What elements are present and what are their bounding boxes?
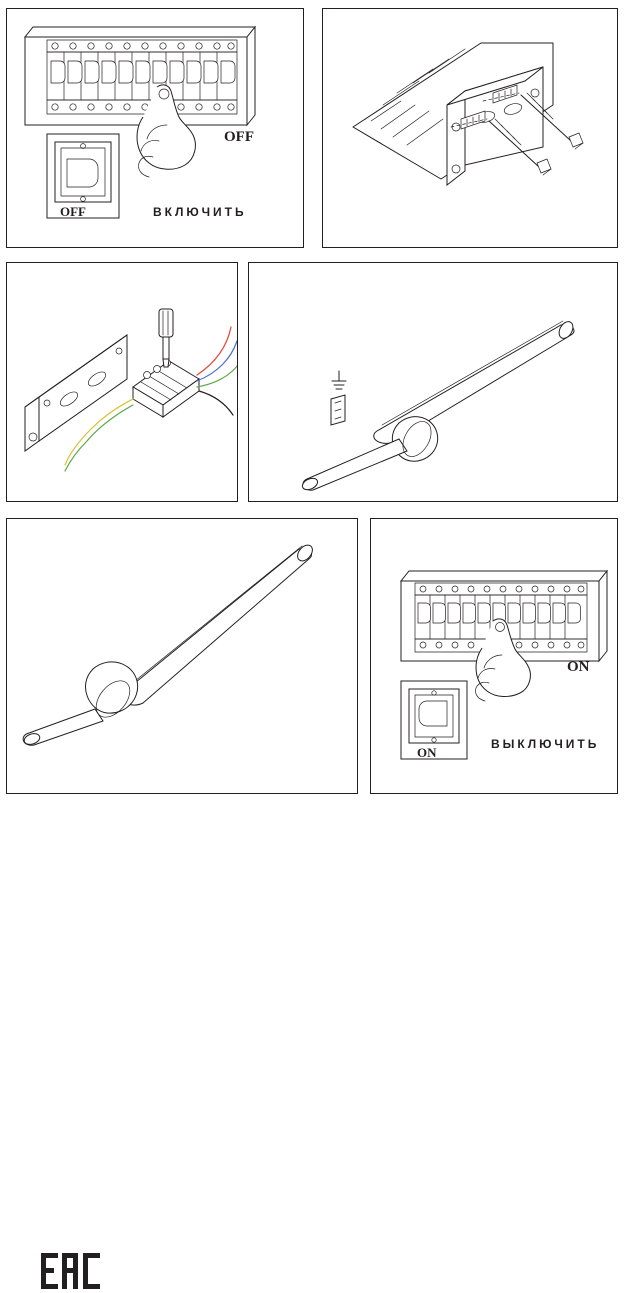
panel-step-2 xyxy=(322,8,618,248)
panel-2-illustration xyxy=(323,9,617,247)
panel-3-illustration xyxy=(7,263,237,501)
ground-tab xyxy=(331,395,345,425)
mounting-bracket xyxy=(25,335,127,451)
breaker-on-label: ON xyxy=(567,659,590,675)
eac-conformity-mark xyxy=(41,1249,105,1293)
panel-step-3 xyxy=(6,262,238,502)
ground-symbol-icon xyxy=(332,371,346,389)
panel-6-illustration xyxy=(371,519,617,793)
breaker-panel-group xyxy=(25,27,255,125)
panel-step-1 xyxy=(6,8,304,248)
screwdriver xyxy=(159,309,173,367)
panel-1-caption: ВКЛЮЧИТЬ xyxy=(153,205,247,219)
wall-switch-on-label: ON xyxy=(417,745,437,760)
panel-6-caption: ВЫКЛЮЧИТЬ xyxy=(491,737,600,751)
terminal-block xyxy=(133,360,199,418)
panel-step-4 xyxy=(248,262,618,502)
panel-step-6 xyxy=(370,518,618,794)
panel-5-illustration xyxy=(7,519,357,793)
panel-step-5 xyxy=(6,518,358,794)
panel-4-illustration xyxy=(249,263,617,501)
fixture-body-complete xyxy=(23,542,316,746)
breaker-off-label: OFF xyxy=(224,129,254,145)
wall-switch-off-label: OFF xyxy=(60,204,86,219)
